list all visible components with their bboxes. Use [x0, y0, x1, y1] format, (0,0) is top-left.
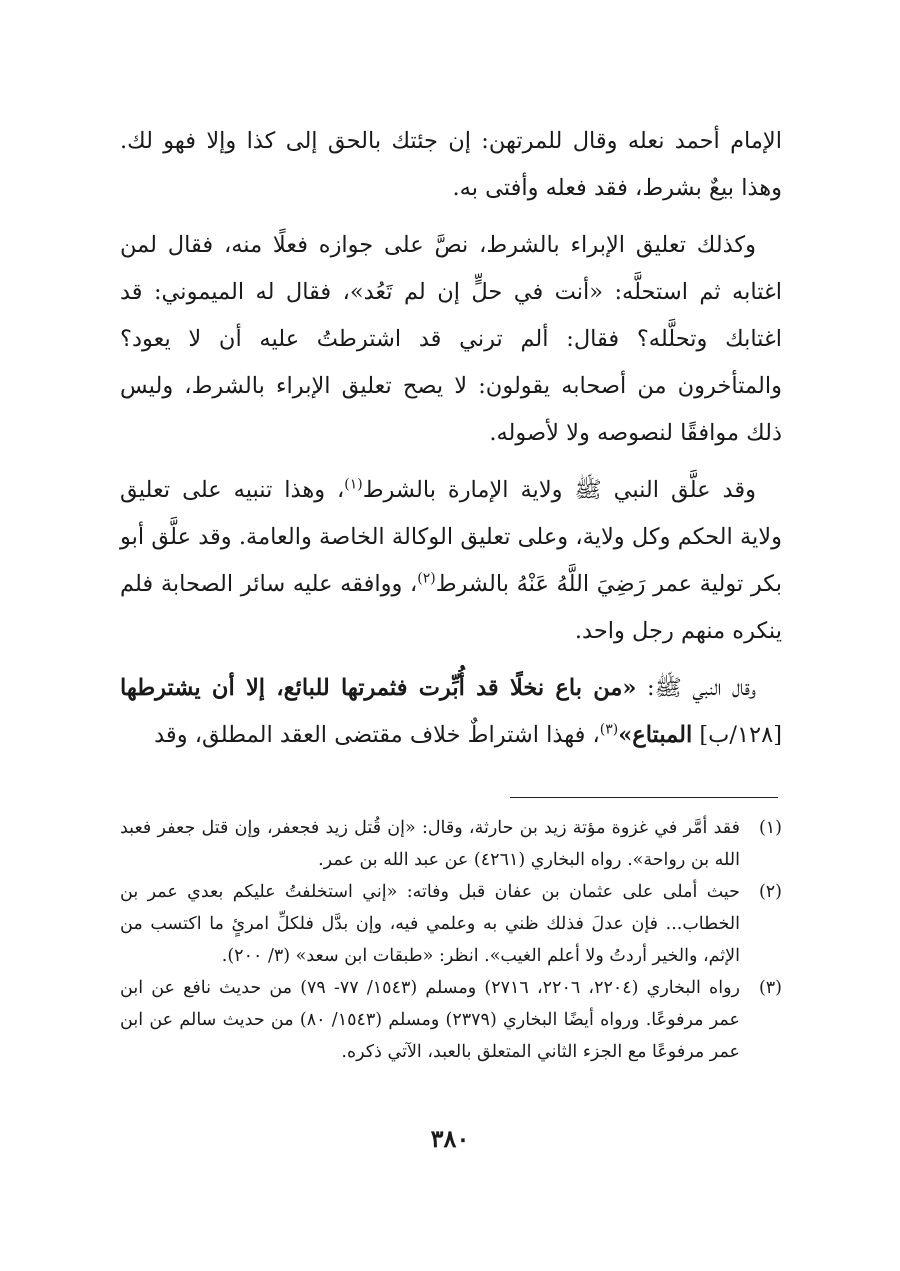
paragraph-2-text: وكذلك تعليق الإبراء بالشرط، نصَّ على جوازه فعلًا منه، فقال لمن اغتابه ثم استحلَّه: «أنت في حلٍّ إن لم تَعُد»، فقال له الميموني: قد اغتابك وتحلَّله؟ فقال: ألم ترني قد اشترطتُ عليه أن لا يعود؟ والمتأخرون من أصحابه يقولون: لا يصح تعليق الإبراء بالشرط، وليس ذلك موافقًا لنصوصه ولا لأصوله.: [120, 232, 782, 446]
footnote-2: [120, 876, 782, 972]
footnote-text: فقد أمَّر في غزوة مؤتة زيد بن حارثة، وقال: «إن قُتل زيد فجعفر، وإن قتل جعفر فعبد الله بن رواحة». رواه البخاري (٤٢٦١) عن عبد الله بن عمر.: [120, 818, 740, 870]
page-number: ٣٨٠: [430, 1124, 470, 1153]
hadith-quote-part-2: المبتاع»: [618, 722, 693, 748]
manuscript-folio-marker: [١٢٨/ب]: [699, 722, 782, 748]
paragraph-3-text-c: ، ووافقه عليه سائر الصحابة فلم ينكره منهم رجل واحد.: [120, 571, 782, 644]
paragraph-3-text-b: ، وهذا تنبيه على تعليق ولاية الحكم وكل ولاية، وعلى تعليق الوكالة الخاصة والعامة. وقد علَّق أبو بكر تولية عمر رَضِيَ اللَّهُ عَنْهُ بالشرط: [120, 477, 782, 597]
footnote-3: [120, 972, 782, 1068]
footnote-number: (٣): [758, 978, 782, 998]
footnote-separator: [510, 797, 778, 798]
footnote-text: حيث أملى على عثمان بن عفان قبل وفاته: «إني استخلفتُ عليكم بعدي عمر بن الخطاب... فإن عدلَ فذلك ظني به وعلمي فيه، وإن بدَّل فلكلِّ امرئٍ ما اكتسب من الإثم، والخير أردتُ ولا أعلم الغيب». انظر: «طبقات ابن سعد» (٣/ ٢٠٠).: [120, 882, 740, 966]
paragraph-2: [120, 222, 782, 457]
hadith-quote-part-1: «من باع نخلًا قد أُبِّرت فثمرتها للبائع، إلا أن يشترطها: [120, 675, 637, 701]
paragraph-3-text-a: وقد علَّق النبي ﷺ ولاية الإمارة بالشرط: [362, 477, 756, 503]
footnote-ref-3: (٣): [599, 721, 619, 738]
footnote-1: [120, 812, 782, 876]
footnote-number: (٢): [758, 882, 782, 902]
paragraph-4: [120, 665, 782, 759]
paragraph-3: [120, 467, 782, 655]
footnote-number: (١): [758, 818, 782, 838]
footnote-ref-1: (١): [344, 476, 363, 493]
paragraph-4-text-a: وقال النبي ﷺ:: [636, 675, 756, 701]
footnote-ref-2: (٢): [417, 570, 436, 587]
paragraph-1: [120, 118, 782, 212]
footnote-text: رواه البخاري (٢٢٠٤، ٢٢٠٦، ٢٧١٦) ومسلم (١٥٤٣/ ٧٧- ٧٩) من حديث نافع عن ابن عمر مرفوعًا. ورواه أيضًا البخاري (٢٣٧٩) ومسلم (١٥٤٣/ ٨٠) من حديث سالم عن ابن عمر مرفوعًا مع الجزء الثاني المتعلق بالعبد، الآتي ذكره.: [120, 978, 740, 1062]
footnotes: [120, 812, 782, 1068]
main-text: [120, 118, 782, 759]
paragraph-1-text: الإمام أحمد نعله وقال للمرتهن: إن جئتك بالحق إلى كذا وإلا فهو لك. وهذا بيعٌ بشرط، فقد فعله وأفتى به.: [120, 128, 782, 201]
paragraph-4-text-b: ، فهذا اشتراطٌ خلاف مقتضى العقد المطلق، وقد: [154, 722, 600, 748]
